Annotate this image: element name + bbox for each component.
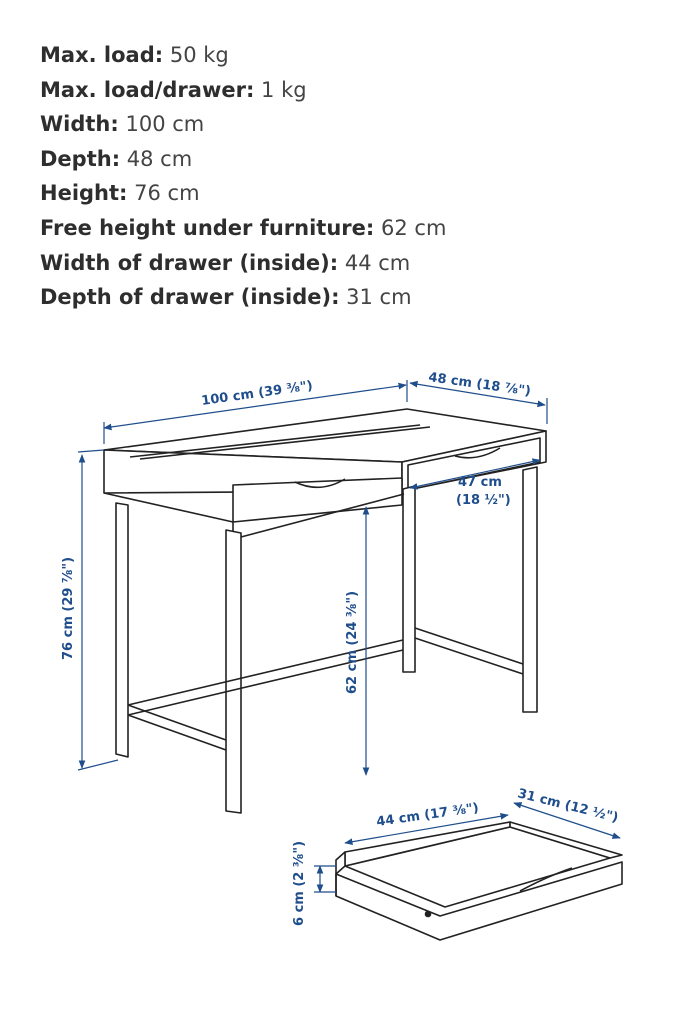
spec-label: Depth of drawer (inside): <box>40 285 340 310</box>
spec-free-height <box>40 211 446 246</box>
spec-height <box>40 176 446 211</box>
spec-drawer-depth <box>40 280 446 315</box>
spec-label: Height: <box>40 181 128 206</box>
free-height-label: 62 cm (24 ⅜") <box>345 590 360 694</box>
spec-label: Width of drawer (inside): <box>40 250 339 275</box>
inner-width-in-label: (18 ½") <box>456 493 511 508</box>
spec-max-load-drawer <box>40 73 446 108</box>
spec-label: Width: <box>40 112 119 137</box>
spec-label: Depth: <box>40 146 121 171</box>
spec-value: 48 cm <box>126 146 193 171</box>
spec-label: Max. load: <box>40 43 164 67</box>
drawer-height-label: 6 cm (2 ⅜") <box>292 840 307 926</box>
width-label: 100 cm (39 ⅜") <box>200 378 314 409</box>
spec-value: 76 cm <box>134 181 200 206</box>
spec-list <box>40 38 446 315</box>
spec-depth <box>40 142 446 177</box>
desk-illustration <box>104 409 546 813</box>
depth-label: 48 cm (18 ⅞") <box>427 370 532 400</box>
spec-max-load <box>40 38 446 73</box>
drawer-depth-label: 31 cm (12 ½") <box>516 786 620 826</box>
desk-dimension-diagram <box>0 340 683 1024</box>
spec-label: Max. load/drawer: <box>40 77 255 102</box>
spec-value: 50 kg <box>169 43 229 67</box>
spec-drawer-width <box>40 246 446 281</box>
spec-label: Free height under furniture: <box>40 215 375 240</box>
spec-value: 1 kg <box>261 77 307 102</box>
spec-width <box>40 107 446 142</box>
drawer-illustration <box>336 822 622 940</box>
inner-width-cm-label: 47 cm <box>458 475 502 490</box>
spec-value: 100 cm <box>125 112 205 137</box>
height-label: 76 cm (29 ⅞") <box>61 556 76 660</box>
spec-value: 44 cm <box>344 250 411 275</box>
drawer-width-label: 44 cm (17 ⅜") <box>375 800 480 830</box>
spec-value: 62 cm <box>381 215 447 240</box>
spec-value: 31 cm <box>346 285 412 310</box>
